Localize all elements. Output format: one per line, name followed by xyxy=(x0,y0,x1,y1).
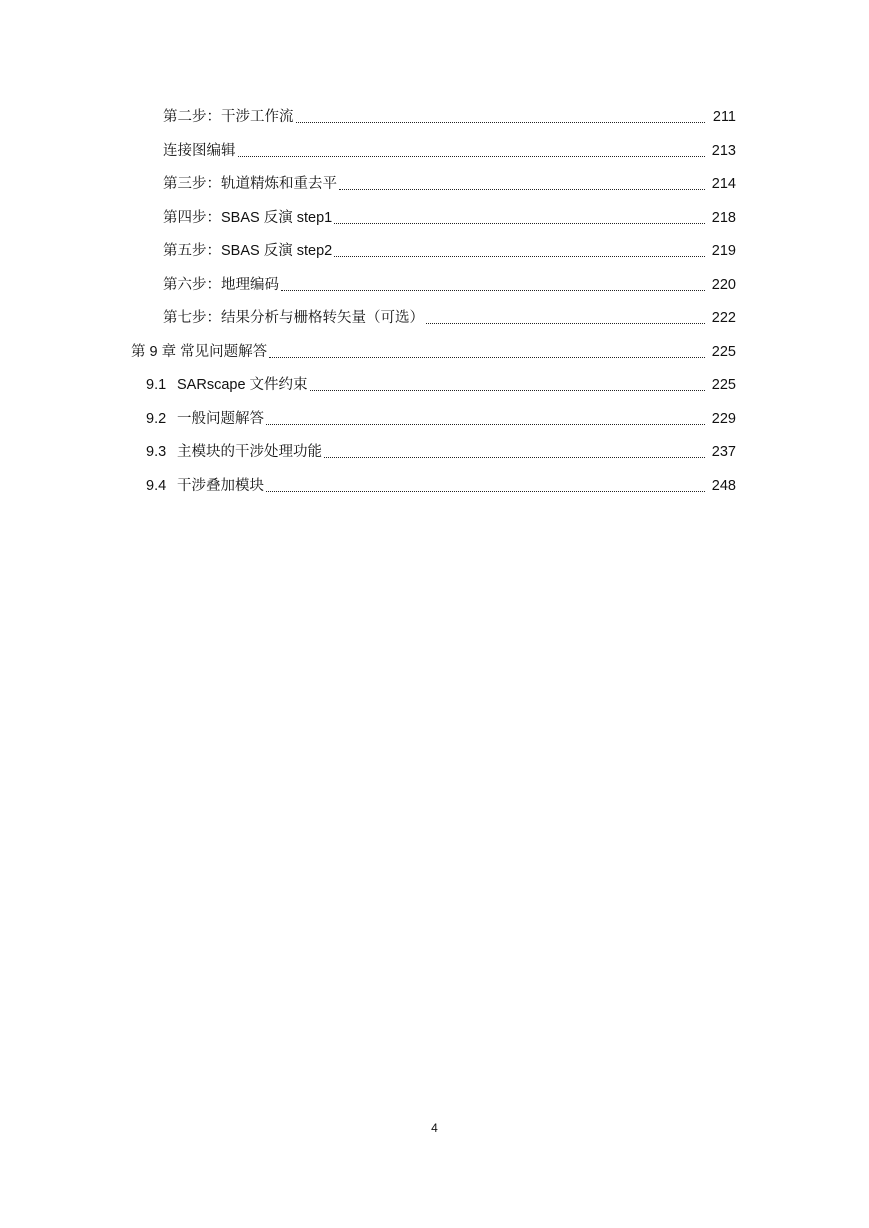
toc-entry-step-3-orbit-refinement[interactable] xyxy=(163,169,736,199)
toc-entry-page-number: 225 xyxy=(711,343,736,360)
dot-leader xyxy=(281,270,705,300)
toc-entry-9-1-sarscape-file-constraints[interactable] xyxy=(146,370,736,400)
dot-leader xyxy=(266,471,705,501)
toc-entry-step-2-interferometry-workflow[interactable] xyxy=(163,102,736,132)
toc-entry-page-number: 214 xyxy=(711,176,736,192)
toc-entry-page-number: 222 xyxy=(711,310,736,326)
dot-leader xyxy=(310,370,705,400)
dot-leader xyxy=(426,303,705,333)
toc-entry-label: 第五步：SBAS 反演 step2 xyxy=(163,243,333,259)
dot-leader xyxy=(339,169,705,199)
toc-entry-connection-graph-editing[interactable] xyxy=(163,136,736,166)
toc-entry-page-number: 229 xyxy=(711,410,736,427)
toc-entry-label: 第四步：SBAS 反演 step1 xyxy=(163,209,333,226)
toc-entry-step-4-sbas-inversion-1[interactable] xyxy=(163,203,736,233)
dot-leader xyxy=(324,437,705,467)
toc-section-number: 9.4 xyxy=(146,477,167,494)
toc-section-number: 9.1 xyxy=(146,377,167,393)
dot-leader xyxy=(266,404,705,434)
toc-entry-9-4-interferometric-stacking-module[interactable] xyxy=(146,471,736,501)
toc-entry-step-6-geocoding[interactable] xyxy=(163,270,736,300)
toc-entry-page-number: 220 xyxy=(711,276,736,293)
toc-entry-step-7-result-analysis[interactable] xyxy=(163,303,736,333)
toc-section-title: 主模块的干涉处理功能 xyxy=(177,444,322,460)
toc-entry-page-number: 248 xyxy=(711,477,736,494)
toc-section-title: 一般问题解答 xyxy=(177,410,264,427)
toc-entry-page-number: 211 xyxy=(712,109,736,125)
toc-entry-page-number: 219 xyxy=(711,243,736,259)
page-number: 4 xyxy=(431,1121,438,1135)
dot-leader xyxy=(334,236,705,266)
toc-entry-page-number: 237 xyxy=(711,444,736,460)
toc-section-number: 9.2 xyxy=(146,410,167,427)
toc-entry-page-number: 225 xyxy=(711,377,736,393)
dot-leader xyxy=(296,102,706,132)
toc-entry-label xyxy=(146,370,310,400)
toc-entry-label: 第七步：结果分析与栅格转矢量（可选） xyxy=(163,310,424,326)
dot-leader xyxy=(238,136,706,166)
toc-entry-label xyxy=(146,404,266,434)
dot-leader xyxy=(269,337,705,367)
toc-entry-label: 第六步：地理编码 xyxy=(163,276,279,293)
toc-entry-step-5-sbas-inversion-2[interactable] xyxy=(163,236,736,266)
toc-entry-9-3-main-module-interferometry[interactable] xyxy=(146,437,736,467)
toc-entry-chapter-9-faq[interactable] xyxy=(131,337,736,367)
toc-section-number: 9.3 xyxy=(146,444,167,460)
toc-entry-page-number: 218 xyxy=(711,209,736,226)
toc-entry-page-number: 213 xyxy=(711,142,736,159)
toc-entry-label: 连接图编辑 xyxy=(163,142,236,159)
toc-entry-9-2-general-questions[interactable] xyxy=(146,404,736,434)
toc-entry-label: 第三步：轨道精炼和重去平 xyxy=(163,176,337,192)
toc-section-title: SARscape 文件约束 xyxy=(177,377,308,393)
toc-entry-label: 第二步：干涉工作流 xyxy=(163,109,294,125)
dot-leader xyxy=(334,203,705,233)
toc-entry-label xyxy=(146,437,324,467)
toc-entry-label: 第 9 章 常见问题解答 xyxy=(131,343,268,360)
toc-section-title: 干涉叠加模块 xyxy=(177,477,264,494)
toc-entry-label xyxy=(146,471,266,501)
